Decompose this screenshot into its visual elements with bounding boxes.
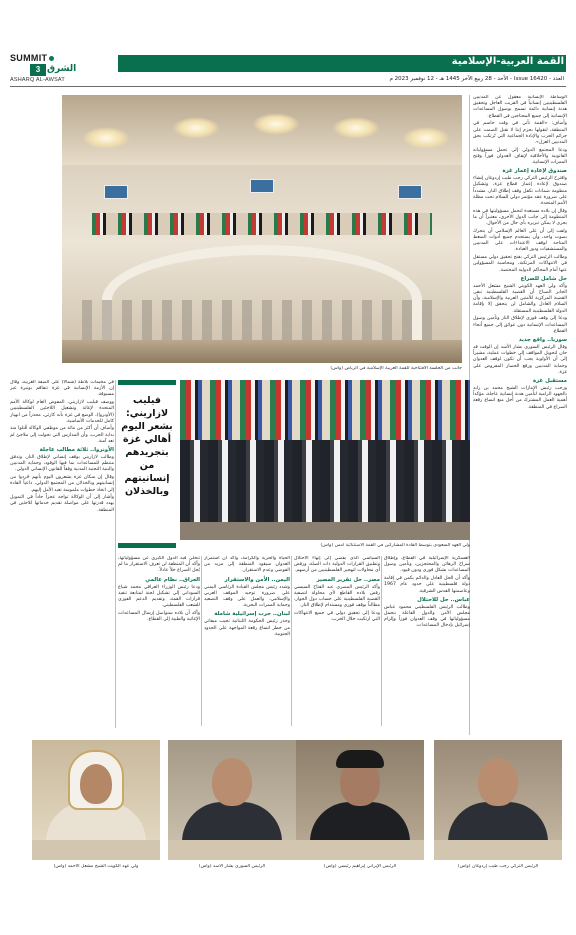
- article-paragraph: ودعا المجتمع الدولي إلى تحمل مسؤولياته القانونية والأخلاقية لإيقاف العدوان فوراً وفتح الممرات الإنسانية.: [473, 147, 567, 166]
- flag-row: [92, 213, 432, 235]
- video-screen: [398, 185, 422, 199]
- article-paragraph: ورحب رئيس الإمارات الشيخ محمد بن زايد بالجهود الرامية لتأمين هدنة إنسانية عاجلة، مؤكداً أهمية العمل المشترك من أجل منع اتساع رقعة الصراع في المنطقة.: [473, 385, 567, 410]
- article-subheading: سوريا.. واقع جديد: [518, 336, 567, 343]
- article-paragraph: وأكد أن بلاده ستواصل إرسال المساعدات الإغاثية والطبية إلى القطاع.: [118, 610, 200, 623]
- article-column-mid-3: [204, 556, 290, 726]
- article-paragraph: العسكرية الإسرائيلية في القطاع، وإطلاق سراح الرهائن والمحتجزين، وتأمين وصول المساعدات بشكل فوري ودون قيود.: [384, 556, 470, 574]
- page-number: 3: [30, 64, 46, 76]
- sidebar-headline: فيليب لازاريني: بشعر اليوم أهالي غزة بتجريدهم من إنسانيتهم وبالخذلان: [121, 395, 173, 497]
- hall-floor: [62, 340, 462, 363]
- article-paragraph: ودعا رئيس الوزراء العراقي محمد شياع السوداني إلى تشكيل لجنة لمتابعة تنفيذ قرارات القمة، وتقديم الدعم الفوري للشعب الفلسطيني.: [118, 584, 200, 609]
- box-bottom-bar: [118, 543, 176, 548]
- column-rule: [115, 380, 116, 728]
- portrait-desk: [32, 840, 160, 860]
- article-paragraph: السياسي الذي يفضي إلى إنهاء الاحتلال وتطبيق القرارات الدولية ذات الصلة، ورفض أي محاولات لتهجير الفلسطينيين من أرضهم.: [294, 556, 380, 574]
- sidebar-headline-box: [118, 380, 176, 548]
- article-subheading: العراق.. نظام عالمي: [145, 576, 200, 583]
- article-column-mid-4: [118, 556, 200, 726]
- paper-name: ASHARQ AL-AWSAT: [10, 77, 65, 83]
- column-rule: [291, 556, 292, 726]
- article-paragraph: وطالب لازاريني بوقف إنساني لإطلاق النار، وتدفق منتظم للمساعدات بما فيها الوقود، وحماية المدنيين والبنية التحتية المدنية وفقاً للقانون الإنساني الدولي.: [10, 455, 114, 473]
- hall-photo-caption: جانب من الجلسة الافتتاحية للقمة العربية الإسلامية في الرياض (واس): [330, 366, 462, 371]
- article-subheading: صندوق لإعادة إعمار غزة: [502, 168, 567, 175]
- chandelier: [82, 127, 130, 149]
- chandelier: [172, 117, 220, 139]
- flags-backdrop: [180, 380, 470, 440]
- portrait-caption: الرئيس السوري بشار الأسد (واس): [198, 864, 266, 869]
- article-paragraph: الحياة والحرية والكرامة، وأكد أن استمرار العدوان سيقود المنطقة إلى مزيد من الفوضى وعدم الاستقرار.: [204, 556, 290, 574]
- article-paragraph: وأضاف أن أكثر من مائة من موظفي الوكالة قُتلوا منذ بداية الحرب، وأن المدارس التي تحولت إلى ملاجئ لم تعد آمنة.: [10, 426, 114, 444]
- article-paragraph: وشدد رئيس مجلس القيادة الرئاسي اليمني على ضرورة توحيد الموقف العربي والإسلامي، والعمل على وقف التصعيد وحماية الممرات البحرية.: [204, 584, 290, 609]
- portrait-turban: [336, 750, 384, 768]
- portrait-erdogan: [434, 740, 562, 860]
- portrait-kuwait: [32, 740, 160, 860]
- article-paragraph: وأكد أن الحل العادل والدائم يكمن في إقامة دولة فلسطينية على حدود عام 1967 وعاصمتها القدس الشرقية.: [384, 576, 470, 594]
- column-rule: [381, 556, 382, 726]
- article-subheading: الأونروا.. ثلاثة مطالب عاجلة: [39, 447, 114, 454]
- article-paragraph: ولفت إلى أن على العالم الإسلامي أن يتحرك بصوت واحد، وأن يستخدم جميع أدوات الضغط المتاحة لوقف الاعتداءات على المدنيين والمستشفيات ودور العبادة.: [473, 228, 567, 253]
- summit-logo: SUMMIT: [10, 53, 54, 63]
- portrait-face: [212, 758, 252, 806]
- article-paragraph: وحذر رئيس الحكومة اللبنانية نجيب ميقاتي من خطر اتساع رقعة المواجهة على الحدود الجنوبية.: [204, 619, 290, 637]
- summit-hall-photo: [62, 95, 462, 363]
- article-paragraph: ودعا إلى تحقيق دولي في جميع الانتهاكات التي ارتكبت خلال الحرب.: [294, 610, 380, 623]
- portrait-caption: الرئيس التركي رجب طيب إردوغان (واس): [457, 864, 539, 869]
- article-paragraph: وطالب الرئيس التركي بفتح تحقيق دولي مستقل في الانتهاكات المرتكبة، ومحاسبة المسؤولين عنها أمام المحاكم الدولية المختصة.: [473, 255, 567, 273]
- chandelier: [332, 117, 380, 139]
- article-subheading: حل شامل للصراع: [520, 275, 567, 282]
- issue-line: الأحد - 28 ربيع الآخر 1445 هـ - 12 نوفمبر 2023 م - Issue 16420 - العدد: [389, 76, 564, 82]
- article-paragraph: وقال إن سكان غزة يشعرون اليوم بأنهم جُردوا من إنسانيتهم وبالخذلان من المجتمع الدولي، داعياً القادة إلى اتخاذ خطوات ملموسة تعيد الأمل إليهم.: [10, 475, 114, 493]
- delegate-seats: [82, 300, 442, 340]
- article-paragraph: وأشار إلى أن الوكالة تواجه عجزاً حاداً في التمويل يهدد قدرتها على مواصلة تقديم خدماتها للاجئين في المنطقة.: [10, 495, 114, 513]
- article-paragraph: وأضاف: «القمة تأتي في وقت حاسم في المنطقة، لنقولها بحزم إننا لا نقبل الصمت على جرائم الحرب والإبادة الجماعية التي تُرتكب بحق المدنيين العزل».: [473, 121, 567, 145]
- article-paragraph: وأكد الرئيس المصري عبد الفتاح السيسي رفض بلاده القاطع لأي محاولة لتصفية القضية الفلسطينية على حساب دول الجوار، مطالباً بوقف فوري ومستدام لإطلاق النار.: [294, 584, 380, 609]
- paper-logo: ﺍﻟﺸﺮﻕ: [47, 64, 77, 74]
- article-paragraph: تتخلى فيه الدول الكبرى عن مسؤولياتها، وأكد أن المنطقة لن تعرف الاستقرار ما لم يُحل الصراع حلاً عادلاً.: [118, 556, 200, 574]
- carpet: [180, 522, 470, 540]
- article-paragraph: في مخيمات بلاطة (شمالاً) على الضفة الغربية، وقال إن الأزمة الإنسانية في غزة تتفاقم بوتيرة غير مسبوقة.: [10, 380, 114, 398]
- article-column-left: [10, 380, 114, 728]
- portrait-caption: الرئيس الإيراني إبراهيم رئيسي (واس): [323, 864, 397, 869]
- portrait-desk: [168, 840, 296, 860]
- portrait-desk: [296, 840, 424, 860]
- article-column-mid-1: [384, 556, 470, 726]
- article-paragraph: واقترح الرئيس التركي رجب طيب إردوغان إنشاء صندوق لإعادة إعمار قطاع غزة، وتشكيل منظومة ضمانات تكفل وقف إطلاق النار، مشدداً على ضرورة عقد مؤتمر دولي للسلام تحت مظلة الأمم المتحدة.: [473, 176, 567, 207]
- article-paragraph: وطالب الرئيس الفلسطيني محمود عباس مجلس الأمن والدول الفاعلة بتحمل مسؤولياتها في وقف العدوان فوراً وإلزام إسرائيل بإدخال المساعدات.: [384, 604, 470, 629]
- article-subheading: عباس.. حل للاحتلال: [417, 596, 470, 603]
- article-subheading: لبنان.. حرب إسرائيلية شاملة: [214, 611, 290, 618]
- chandelier: [402, 127, 450, 149]
- article-column-mid-2: [294, 556, 380, 726]
- article-paragraph: وأكد ولي العهد الكويتي الشيخ مشعل الأحمد الجابر الصباح أن القضية الفلسطينية تبقى القضية المركزية للأمتين العربية والإسلامية، وأن السلام العادل والشامل لن يتحقق إلا بإقامة الدولة الفلسطينية المستقلة.: [473, 283, 567, 314]
- portrait-face: [478, 758, 518, 806]
- video-screen: [250, 179, 274, 193]
- section-title: القمة العربية-الإسلامية: [451, 56, 564, 67]
- portrait-raisi: [296, 740, 424, 860]
- article-paragraph: وقال الرئيس السوري بشار الأسد إن الوقت قد حان لتحويل المواقف إلى خطوات عملية، مشيراً إلى أن الأولوية يجب أن تكون لوقف العدوان وحماية المدنيين ورفع الحصار المفروض على غزة.: [473, 344, 567, 375]
- article-paragraph: ودعا إلى وقف فوري لإطلاق النار وتأمين وصول المساعدات الإنسانية دون عوائق إلى جميع أنحاء القطاع.: [473, 316, 567, 334]
- header-rule: [10, 86, 566, 87]
- group-photo-caption: ولي العهد السعودي يتوسط القادة المشاركين في القمة الاستثنائية أمس (واس): [320, 543, 470, 548]
- article-paragraph: الوساطة الإنسانية معقول عن المدنيين الفلسطينيين إنسانياً في القريب العاجل وتحقيق هدنة إنسانية دائمة تسمح بوصول المساعدات الإنسانية إلى جميع المحتاجين في القطاع.: [473, 95, 567, 119]
- article-subheading: اليمن.. الأمن والاستقرار: [224, 576, 290, 583]
- portrait-caption: ولي عهد الكويت الشيخ مشعل الأحمد (واس): [53, 864, 139, 869]
- box-top-bar: [118, 380, 176, 385]
- leaders-group-photo: [180, 380, 470, 540]
- article-column-right: [473, 95, 567, 735]
- masthead: [0, 0, 576, 88]
- column-rule: [201, 556, 202, 726]
- portrait-desk: [434, 840, 562, 860]
- chandelier: [252, 113, 300, 135]
- portrait-face: [80, 764, 112, 804]
- article-subheading: مصر.. حل تقرير المصير: [316, 576, 380, 583]
- article-paragraph: ووصف فيليب لازاريني، المفوض العام لوكالة الأمم المتحدة لإغاثة وتشغيل اللاجئين الفلسطينيين (الأونروا)، الوضع في غزة بأنه كارثي، محذراً من انهيار كامل للخدمات الأساسية.: [10, 400, 114, 424]
- video-screen: [104, 185, 128, 199]
- article-paragraph: وقال إن بلاده مستعدة لتحمل مسؤوليتها في هذه المنظومة إلى جانب الدول الأخرى، معتبراً أن ما يجري لا يمكن تبريره بأي حال من الأحوال.: [473, 208, 567, 227]
- article-subheading: مستقبل غزة: [532, 377, 567, 384]
- portrait-assad: [168, 740, 296, 860]
